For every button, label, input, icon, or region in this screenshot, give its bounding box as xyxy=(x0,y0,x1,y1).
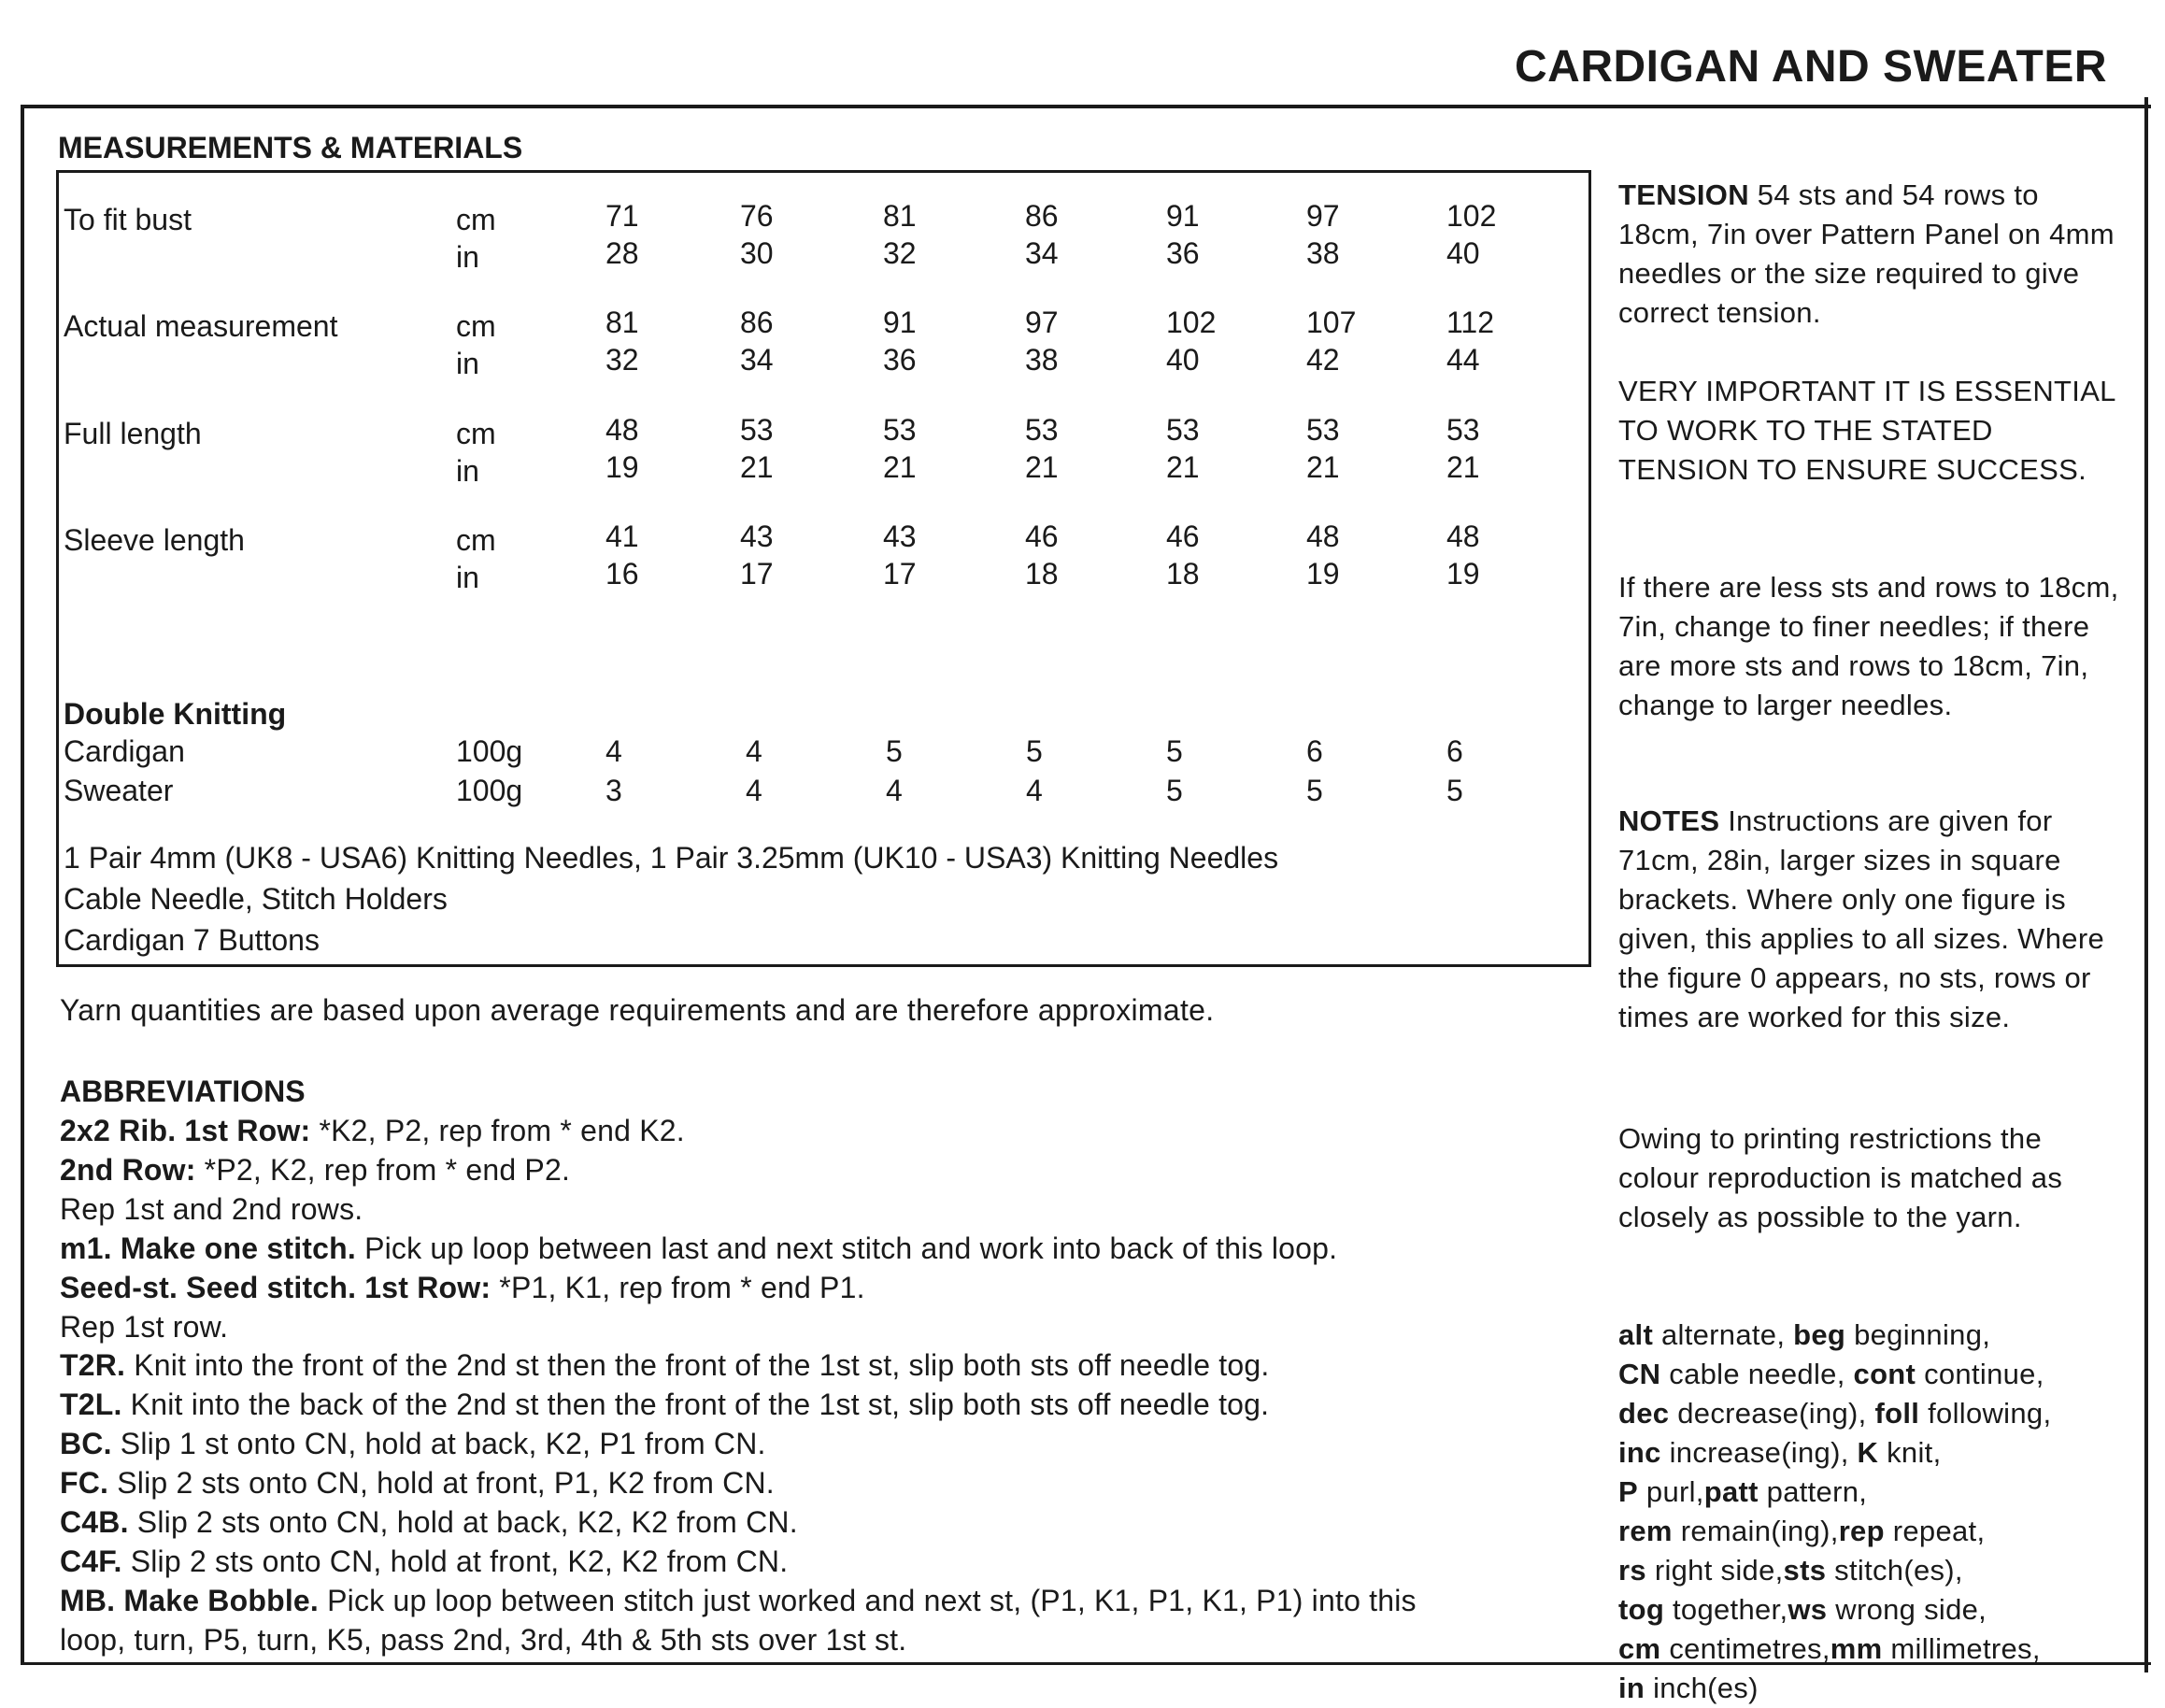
value-in: 19 xyxy=(1306,557,1340,591)
value-in: 30 xyxy=(740,236,774,270)
value-cm: 53 xyxy=(1025,413,1059,447)
value-in: 21 xyxy=(883,450,917,484)
glossary-term: rem xyxy=(1618,1515,1673,1547)
value-cm: 43 xyxy=(740,520,774,553)
glossary-term: rep xyxy=(1838,1515,1885,1547)
yarn-value: 5 xyxy=(1446,774,1463,807)
yarn-value: 4 xyxy=(886,774,903,807)
value-cm: 46 xyxy=(1166,520,1200,553)
glossary-text: together, xyxy=(1664,1593,1788,1626)
glossary-term: P xyxy=(1618,1475,1638,1508)
value-in: 19 xyxy=(1446,557,1480,591)
measurements-heading: MEASUREMENTS & MATERIALS xyxy=(58,131,523,164)
abbreviation-line xyxy=(60,1310,228,1345)
value-in: 34 xyxy=(1025,236,1059,270)
glossary-term: in xyxy=(1618,1672,1645,1704)
yarn-row-label: Sweater xyxy=(64,774,174,807)
value-cm: 53 xyxy=(1446,413,1480,447)
yarn-unit: 100g xyxy=(456,734,523,768)
value-in: 44 xyxy=(1446,343,1480,377)
glossary-term: tog xyxy=(1618,1593,1665,1626)
abbreviations-heading: ABBREVIATIONS xyxy=(60,1075,306,1108)
unit-in: in xyxy=(456,347,479,380)
yarn-note: Yarn quantities are based upon average requirements and are therefore approximate. xyxy=(60,993,1215,1027)
value-in: 32 xyxy=(605,343,639,377)
glossary-term: inc xyxy=(1618,1436,1661,1469)
value-cm: 48 xyxy=(1446,520,1480,553)
glossary-term: K xyxy=(1857,1436,1879,1469)
abbreviation-line xyxy=(60,1271,865,1305)
abbreviation-text: Slip 2 sts onto CN, hold at front, P1, K2 from CN. xyxy=(108,1466,775,1501)
yarn-value: 4 xyxy=(605,734,622,768)
value-in: 16 xyxy=(605,557,639,591)
value-in: 38 xyxy=(1306,236,1340,270)
value-cm: 48 xyxy=(605,413,639,447)
value-cm: 86 xyxy=(740,306,774,339)
value-cm: 53 xyxy=(1306,413,1340,447)
glossary-text: increase(ing), xyxy=(1660,1436,1858,1469)
yarn-value: 5 xyxy=(1166,774,1183,807)
colour-note-block: Owing to printing restrictions the colour reproduction is matched as closely as possible to the yarn. xyxy=(1618,1122,2063,1233)
abbreviation-line xyxy=(60,1584,1417,1618)
yarn-value: 3 xyxy=(605,774,622,807)
glossary-text: remain(ing), xyxy=(1672,1515,1839,1547)
value-in: 34 xyxy=(740,343,774,377)
yarn-value: 4 xyxy=(746,734,762,768)
glossary-term: cm xyxy=(1618,1632,1661,1665)
value-cm: 53 xyxy=(740,413,774,447)
abbreviation-text: *P2, K2, rep from * end P2. xyxy=(195,1152,571,1187)
value-cm: 107 xyxy=(1306,306,1357,339)
glossary-text: right side, xyxy=(1645,1554,1784,1587)
materials-line: Cardigan 7 Buttons xyxy=(64,923,320,957)
value-cm: 48 xyxy=(1306,520,1340,553)
glossary-term: ws xyxy=(1788,1593,1828,1626)
abbreviation-line xyxy=(60,1623,906,1658)
glossary-term: CN xyxy=(1618,1358,1661,1390)
glossary-text: beginning, xyxy=(1845,1318,1991,1351)
abbreviation-line xyxy=(60,1427,766,1461)
glossary-term: beg xyxy=(1793,1318,1846,1351)
glossary-text: decrease(ing), xyxy=(1669,1397,1875,1430)
abbreviation-text: *P1, K1, rep from * end P1. xyxy=(491,1270,865,1304)
tension-text: 54 sts and 54 rows to 18cm, 7in over Pattern Panel on 4mm needles or the size required to give correct tension. xyxy=(1618,178,2115,329)
value-cm: 76 xyxy=(740,199,774,233)
abbreviation-line xyxy=(60,1153,570,1188)
value-in: 32 xyxy=(883,236,917,270)
abbreviation-term: BC. xyxy=(60,1427,112,1461)
value-cm: 43 xyxy=(883,520,917,553)
measurement-label: Sleeve length xyxy=(64,523,245,557)
unit-in: in xyxy=(456,454,479,488)
abbreviation-term: 2nd Row: xyxy=(60,1152,196,1187)
abbreviation-text: Knit into the front of the 2nd st then the front of the 1st st, slip both sts off needle tog. xyxy=(125,1348,1270,1383)
glossary-text: inch(es) xyxy=(1645,1672,1759,1704)
glossary-text: millimetres, xyxy=(1882,1632,2041,1665)
materials-line: Cable Needle, Stitch Holders xyxy=(64,882,448,916)
value-in: 19 xyxy=(605,450,639,484)
value-in: 17 xyxy=(740,557,774,591)
yarn-row-label: Cardigan xyxy=(64,734,185,768)
value-in: 38 xyxy=(1025,343,1059,377)
page-title: CARDIGAN AND SWEATER xyxy=(1515,42,2107,92)
glossary-text: knit, xyxy=(1878,1436,1942,1469)
tension-advice-block: If there are less sts and rows to 18cm, 7in, change to finer needles; if there are more sts and rows to 18cm, 7in, change to larger needles. xyxy=(1618,571,2119,721)
yarn-value: 5 xyxy=(1166,734,1183,768)
value-in: 40 xyxy=(1166,343,1200,377)
tension-block xyxy=(1618,176,2123,333)
value-cm: 41 xyxy=(605,520,639,553)
unit-cm: cm xyxy=(456,203,496,236)
glossary-term: mm xyxy=(1830,1632,1883,1665)
abbreviation-term: 2x2 Rib. 1st Row: xyxy=(60,1114,311,1147)
glossary-text: repeat, xyxy=(1884,1515,1986,1547)
value-cm: 86 xyxy=(1025,199,1059,233)
value-cm: 53 xyxy=(883,413,917,447)
measurement-label: Actual measurement xyxy=(64,309,338,343)
glossary-text: cable needle, xyxy=(1660,1358,1854,1390)
value-in: 28 xyxy=(605,236,639,270)
abbreviation-line xyxy=(60,1466,775,1501)
glossary-term: rs xyxy=(1618,1554,1646,1587)
value-cm: 46 xyxy=(1025,520,1059,553)
measurement-label: To fit bust xyxy=(64,203,192,236)
abbreviation-term: FC. xyxy=(60,1466,109,1501)
value-in: 36 xyxy=(883,343,917,377)
materials-line: 1 Pair 4mm (UK8 - USA6) Knitting Needles, 1 Pair 3.25mm (UK10 - USA3) Knitting Needles xyxy=(64,841,1279,875)
unit-cm: cm xyxy=(456,523,496,557)
abbreviation-term: T2L. xyxy=(60,1388,122,1422)
value-cm: 91 xyxy=(883,306,917,339)
unit-cm: cm xyxy=(456,417,496,450)
abbreviation-text: *K2, P2, rep from * end K2. xyxy=(310,1114,685,1147)
notes-text: Instructions are given for 71cm, 28in, larger sizes in square brackets. Where only one figure is given, this applies to all sizes. Where the figure 0 appears, no sts, rows or times are worked for this size. xyxy=(1618,804,2104,1033)
value-in: 21 xyxy=(1166,450,1200,484)
abbreviation-line xyxy=(60,1192,363,1227)
abbreviation-line xyxy=(60,1544,788,1579)
yarn-value: 4 xyxy=(1026,774,1043,807)
yarn-value: 5 xyxy=(1306,774,1323,807)
value-in: 17 xyxy=(883,557,917,591)
abbreviation-line xyxy=(60,1231,1337,1266)
glossary-text: following, xyxy=(1919,1397,2052,1430)
value-cm: 91 xyxy=(1166,199,1200,233)
glossary-term: alt xyxy=(1618,1318,1654,1351)
yarn-heading: Double Knitting xyxy=(64,697,287,731)
yarn-value: 6 xyxy=(1446,734,1463,768)
measurement-label: Full length xyxy=(64,417,202,450)
abbreviation-text: Pick up loop between last and next stitch and work into back of this loop. xyxy=(355,1231,1338,1265)
glossary-text: alternate, xyxy=(1653,1318,1794,1351)
abbreviation-term: Seed-st. Seed stitch. 1st Row: xyxy=(60,1270,491,1304)
yarn-value: 5 xyxy=(886,734,903,768)
yarn-value: 4 xyxy=(746,774,762,807)
value-in: 21 xyxy=(1306,450,1340,484)
value-cm: 81 xyxy=(883,199,917,233)
yarn-value: 5 xyxy=(1026,734,1043,768)
value-cm: 81 xyxy=(605,306,639,339)
value-cm: 97 xyxy=(1025,306,1059,339)
abbreviation-line xyxy=(60,1505,798,1540)
unit-in: in xyxy=(456,561,479,594)
value-cm: 53 xyxy=(1166,413,1200,447)
abbreviation-term: m1. Make one stitch. xyxy=(60,1231,356,1265)
outer-frame-right-edge xyxy=(2144,97,2148,1672)
glossary-text: pattern, xyxy=(1758,1475,1868,1508)
tension-term: TENSION xyxy=(1618,178,1749,211)
abbreviation-term: C4F. xyxy=(60,1544,122,1578)
abbreviation-text: loop, turn, P5, turn, K5, pass 2nd, 3rd, 4th & 5th sts over 1st st. xyxy=(60,1622,907,1657)
value-cm: 112 xyxy=(1446,306,1495,339)
value-cm: 102 xyxy=(1446,199,1497,233)
abbreviation-text: Knit into the back of the 2nd st then the front of the 1st st, slip both sts off needle tog. xyxy=(121,1388,1270,1422)
yarn-value: 6 xyxy=(1306,734,1323,768)
glossary-text: centimetres, xyxy=(1660,1632,1830,1665)
value-in: 21 xyxy=(1446,450,1480,484)
glossary-term: foll xyxy=(1874,1397,1920,1430)
glossary-term: cont xyxy=(1853,1358,1916,1390)
notes-block xyxy=(1618,802,2123,1037)
value-in: 36 xyxy=(1166,236,1200,270)
value-in: 40 xyxy=(1446,236,1480,270)
value-cm: 102 xyxy=(1166,306,1217,339)
value-cm: 71 xyxy=(605,199,639,233)
glossary-block xyxy=(1618,1316,2123,1708)
abbreviation-term: T2R. xyxy=(60,1348,126,1383)
abbreviation-line xyxy=(60,1114,685,1148)
value-in: 42 xyxy=(1306,343,1340,377)
glossary-term: patt xyxy=(1703,1475,1759,1508)
abbreviation-text: Rep 1st row. xyxy=(60,1309,229,1344)
unit-cm: cm xyxy=(456,309,496,343)
glossary-text: stitch(es), xyxy=(1826,1554,1963,1587)
value-cm: 97 xyxy=(1306,199,1340,233)
value-in: 21 xyxy=(740,450,774,484)
value-in: 21 xyxy=(1025,450,1059,484)
glossary-text: purl, xyxy=(1637,1475,1704,1508)
important-block: VERY IMPORTANT IT IS ESSENTIAL TO WORK TO THE STATED TENSION TO ENSURE SUCCESS. xyxy=(1618,375,2115,486)
value-in: 18 xyxy=(1025,557,1059,591)
glossary-text: continue, xyxy=(1916,1358,2044,1390)
value-in: 18 xyxy=(1166,557,1200,591)
yarn-unit: 100g xyxy=(456,774,523,807)
unit-in: in xyxy=(456,240,479,274)
abbreviation-text: Rep 1st and 2nd rows. xyxy=(60,1191,363,1226)
abbreviation-term: C4B. xyxy=(60,1505,129,1539)
abbreviation-text: Slip 2 sts onto CN, hold at back, K2, K2 from CN. xyxy=(128,1505,798,1539)
abbreviation-line xyxy=(60,1348,1269,1383)
glossary-text: wrong side, xyxy=(1827,1593,1987,1626)
glossary-term: sts xyxy=(1783,1554,1827,1587)
glossary-term: dec xyxy=(1618,1397,1670,1430)
notes-term: NOTES xyxy=(1618,804,1720,837)
abbreviation-term: MB. Make Bobble. xyxy=(60,1583,320,1617)
abbreviation-text: Pick up loop between stitch just worked and next st, (P1, K1, P1, K1, P1) into this xyxy=(319,1583,1417,1617)
abbreviation-text: Slip 2 sts onto CN, hold at front, K2, K2 from CN. xyxy=(121,1544,789,1578)
abbreviation-text: Slip 1 st onto CN, hold at back, K2, P1 from CN. xyxy=(111,1427,766,1461)
abbreviation-line xyxy=(60,1388,1269,1422)
